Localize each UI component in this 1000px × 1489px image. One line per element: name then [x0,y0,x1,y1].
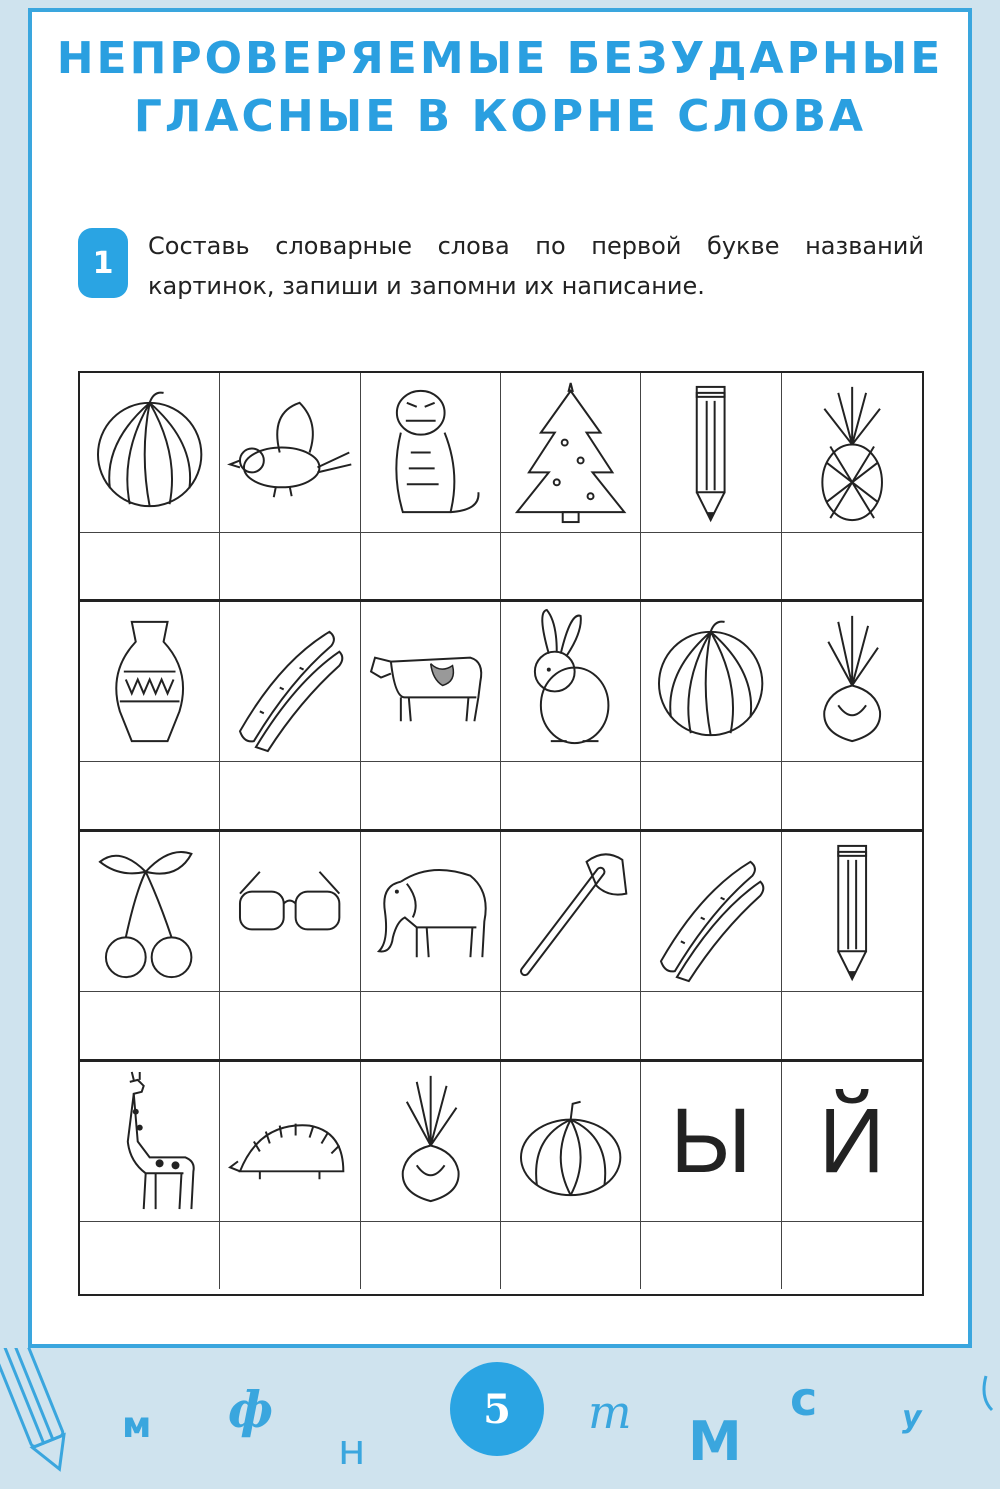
answer-cell[interactable] [220,1222,360,1289]
answer-cell[interactable] [782,1222,922,1289]
deco-letter: м [122,1405,152,1446]
picture-cell [80,1062,220,1222]
picture-cell [220,373,360,533]
letter-card [782,1062,922,1222]
picture-cell [501,373,641,533]
deco-letter: с [790,1372,818,1426]
hedgehog-icon [220,1062,359,1221]
deco-letter: М [688,1410,742,1473]
giraffe-icon [80,1062,219,1221]
answer-cell[interactable] [220,762,360,829]
answer-cell[interactable] [641,992,781,1059]
watermelon-icon [80,373,219,532]
task-number-badge: 1 [78,228,128,298]
answer-cell[interactable] [501,762,641,829]
pumpkin-icon [501,1062,640,1221]
onion-icon [782,602,922,761]
picture-cell [361,832,501,992]
picture-cell [220,1062,360,1222]
page-number: 5 [450,1362,544,1456]
picture-cell [361,373,501,533]
picture-cell [641,602,781,762]
answer-cell[interactable] [80,533,220,600]
picture-cell [80,832,220,992]
picture-cell [501,602,641,762]
picture-cell [361,602,501,762]
pencil-icon [782,832,922,991]
pencil-icon [641,373,780,532]
answer-cell[interactable] [501,992,641,1059]
letter-text: Ы [670,1090,752,1192]
cucumbers-icon [641,832,780,991]
picture-cell [501,832,641,992]
picture-cell [501,1062,641,1222]
answer-cell[interactable] [641,762,781,829]
deco-letter: н [338,1425,366,1474]
picture-cell [782,832,922,992]
watermelon-icon [641,602,780,761]
answer-cell[interactable] [782,762,922,829]
picture-cell [80,373,220,533]
answer-cell[interactable] [220,992,360,1059]
cherries-icon [80,832,219,991]
answer-cell[interactable] [641,533,781,600]
pineapple-icon [782,373,922,532]
title-line-1: НЕПРОВЕРЯЕМЫЕ БЕЗУДАРНЫЕ [56,33,944,84]
page-title [0,30,1000,146]
answer-cell[interactable] [361,992,501,1059]
answer-cell[interactable] [361,1222,501,1289]
bird-icon [220,373,359,532]
title-line-2: ГЛАСНЫЕ В КОРНЕ СЛОВА [133,91,867,142]
letter-text: Й [818,1090,885,1192]
rabbit-icon [501,602,640,761]
picture-grid [78,371,924,1296]
picture-cell [220,602,360,762]
answer-cell[interactable] [361,762,501,829]
answer-cell[interactable] [641,1222,781,1289]
picture-cell [220,832,360,992]
glasses-icon [220,832,359,991]
letter-card [641,1062,781,1222]
answer-cell[interactable] [220,533,360,600]
tiger-icon [361,373,500,532]
answer-cell[interactable] [782,533,922,600]
answer-cell[interactable] [501,533,641,600]
task-instruction: Составь словарные слова по первой букве названий картинок, запиши и запомни их написание. [148,232,924,300]
deco-letter: у [902,1400,922,1435]
picture-cell [80,602,220,762]
deco-letter: т [588,1385,632,1439]
deco-letter: ф [228,1380,274,1439]
answer-cell[interactable] [80,762,220,829]
axe-icon [501,832,640,991]
answer-cell[interactable] [80,992,220,1059]
answer-cell[interactable] [782,992,922,1059]
picture-cell [361,1062,501,1222]
onion-icon [361,1062,500,1221]
picture-cell [782,602,922,762]
answer-cell[interactable] [80,1222,220,1289]
cucumbers-icon [220,602,359,761]
picture-cell [782,373,922,533]
answer-cell[interactable] [361,533,501,600]
answer-cell[interactable] [501,1222,641,1289]
cow-icon [361,602,500,761]
picture-cell [641,373,781,533]
christmas-tree-icon [501,373,640,532]
vase-icon [80,602,219,761]
elephant-icon [361,832,500,991]
picture-cell [641,832,781,992]
